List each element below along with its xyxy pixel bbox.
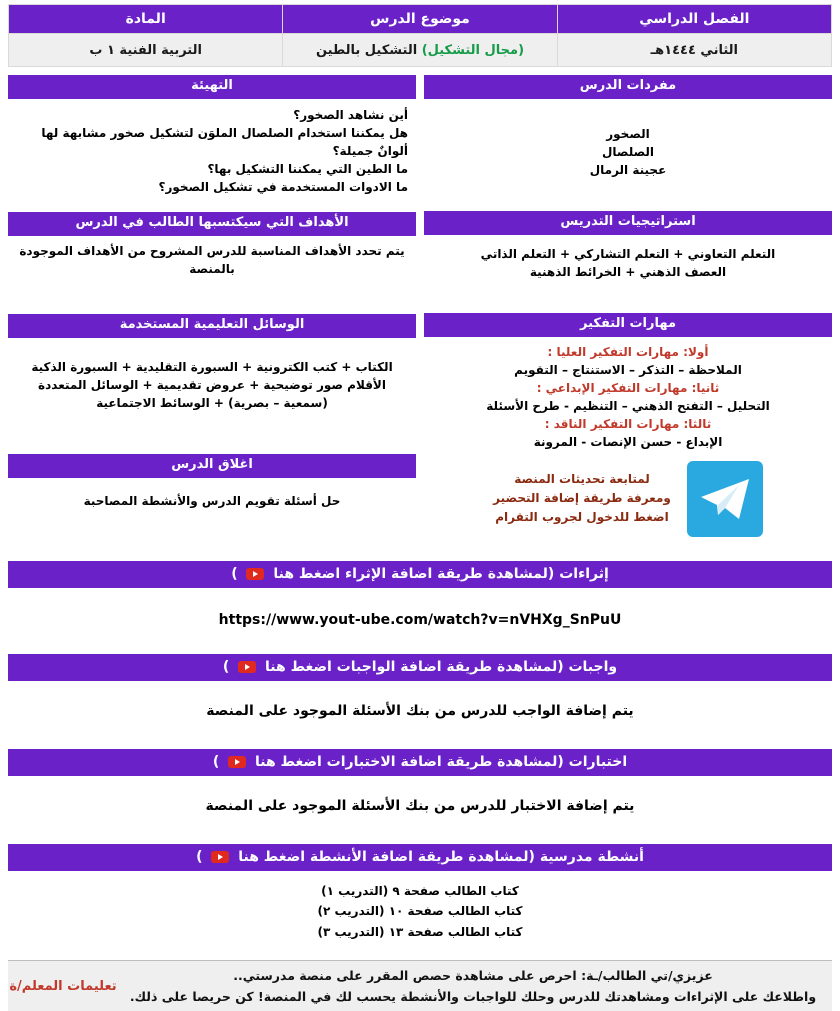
youtube-icon[interactable] [228,756,246,768]
section-anshita-paren: ) [196,848,203,865]
section-ikhtibarat [8,749,832,836]
section-wajibat-title: واجبات [568,658,618,675]
cell-term: الثاني ١٤٤٤هـ [557,34,831,67]
section-ithraat [8,561,832,646]
panel-ighlaq [8,454,416,536]
activity-line-2: كتاب الطالب صفحة ١٠ (التدريب ٢) [317,904,523,919]
maharat-group-1-body: الملاحظة – التذكر – الاستنتاج – التقويم [514,362,742,377]
footer-text [118,961,832,1011]
maharat-group-2-body: التحليل – التفتح الذهني – التنظيم - طرح الأسئلة [486,398,770,413]
mufradat-line-1: الصخور [606,126,650,141]
section-ikhtibarat-paren: ) [212,753,220,770]
section-ithraat-subtitle: (لمشاهدة طريقة اضافة الإثراء اضغط هنا [273,565,555,582]
panel-wasail-body [8,338,416,446]
section-ithraat-body[interactable]: https://www.yout-ube.com/watch?v=nVHXg_SnPuU [8,588,832,646]
section-ikhtibarat-title: اختبارات [568,753,628,770]
maharat-group-1-head: أولا: مهارات التفكير العليا : [547,344,709,359]
footer-line-1: عزيزي/تي الطالب/ـة: احرص على مشاهدة حصص المقرر على منصة مدرستي.. [233,967,713,983]
maharat-group-2-head: ثانيا: مهارات التفكير الإبداعي : [536,380,720,395]
section-wajibat-paren: ) [222,658,230,675]
cell-topic [283,34,557,67]
table-value-row [9,34,832,67]
cell-subject: التربية الفنية ١ ب [9,34,283,67]
panel-mufradat-body [424,99,832,203]
panel-ahdaf-body [8,236,416,306]
mufradat-line-3: عجينة الرمال [589,162,667,177]
activity-line-1: كتاب الطالب صفحة ٩ (التدريب ١) [321,883,519,898]
istratijiat-line-1: التعلم التعاوني + التعلم التشاركي + التعلم الذاتي [480,246,776,261]
section-wajibat-body: يتم إضافة الواجب للدرس من بنك الأسئلة الموجود على المنصة [8,681,832,741]
panel-tahia-title: التهيئة [8,75,416,99]
section-anshita-header[interactable] [8,844,832,871]
section-ikhtibarat-subtitle: (لمشاهدة طريقة اضافة الاختبارات اضغط هنا [255,753,564,770]
topic-tag: (مجال التشكيل) [421,42,525,58]
tahia-line-2: هل يمكننا استخدام الصلصال الملوَن لتشكيل صخور مشابهة لها ألوانٌ جميلة؟ [41,125,408,158]
panels-grid [8,75,832,553]
promo-text [493,470,671,528]
section-anshita [8,844,832,950]
promo-line-2: ومعرفة طريقة إضافة التحضير [493,491,671,506]
lesson-plan-page [0,4,840,1004]
lesson-header-table [8,4,832,67]
right-column [8,75,416,553]
panel-wasail-title: الوسائل التعليمية المستخدمة [8,314,416,338]
tahia-line-4: ما الادوات المستخدمة في تشكيل الصخور؟ [158,179,408,194]
panel-maharat [424,313,832,449]
section-wajibat-header[interactable] [8,654,832,681]
maharat-group-3-head: ثالثا: مهارات التفكير الناقد : [544,416,712,431]
wasail-line-2: الأقلام صور توضيحية + عروض تقديمية + الوسائل المتعددة [38,377,386,392]
wasail-line-3: (سمعية – بصرية) + الوسائط الاجتماعية [96,395,328,410]
wasail-line-1: الكتاب + كتب الكترونية + السبورة التقليدية + السبورة الذكية [31,359,393,374]
telegram-promo[interactable] [424,453,832,545]
table-header-row [9,5,832,34]
panel-maharat-title: مهارات التفكير [424,313,832,337]
promo-line-3: اضغط للدخول لجروب التقرام [495,510,669,525]
ighlaq-line-1: حل أسئلة تقويم الدرس والأنشطة المصاحبة [83,493,341,508]
topic-text: التشكيل بالطين [315,42,418,58]
panel-mufradat [424,75,832,203]
panel-tahia [8,75,416,204]
column-header-topic: موضوع الدرس [283,5,557,34]
panel-ighlaq-title: اغلاق الدرس [8,454,416,478]
column-header-subject: المادة [9,5,283,34]
youtube-icon[interactable] [211,851,229,863]
istratijiat-line-2: العصف الذهني + الخرائط الذهنية [529,264,727,279]
panel-wasail [8,314,416,446]
maharat-group-3-body: الإبداع - حسن الإنصات - المرونة [533,434,723,449]
tahia-line-3: ما الطين التي يمكننا التشكيل بها؟ [207,161,408,176]
section-wajibat-subtitle: (لمشاهدة طريقة اضافة الواجبات اضغط هنا [265,658,564,675]
panel-ahdaf [8,212,416,306]
footer-label: تعليمات المعلم/ة [9,978,117,994]
panel-ighlaq-body [8,478,416,536]
panel-istratijiat-body [424,235,832,305]
tahia-line-1: أين نشاهد الصخور؟ [293,107,408,122]
section-wajibat [8,654,832,741]
mufradat-line-2: الصلصال [601,144,655,159]
panel-ahdaf-title: الأهداف التي سيكتسبها الطالب في الدرس [8,212,416,236]
panel-maharat-body [424,337,832,449]
section-anshita-title: أنشطة مدرسية [539,848,644,865]
panel-istratijiat-title: استراتيجيات التدريس [424,211,832,235]
section-ithraat-header[interactable] [8,561,832,588]
telegram-icon[interactable] [687,461,763,537]
teacher-instructions-footer [8,960,832,1011]
youtube-icon[interactable] [246,568,264,580]
activity-line-3: كتاب الطالب صفحة ١٣ (التدريب ٣) [317,924,523,939]
panel-tahia-body [8,99,416,204]
youtube-icon[interactable] [238,661,256,673]
promo-line-1: لمتابعة تحديثات المنصة [514,472,650,487]
footer-line-2: واطلاعك على الإثراءات ومشاهدتك للدرس وحلك للواجبات والأنشطة يحسب لك في المنصة! كن حريصا على ذلك. [129,989,817,1005]
section-ikhtibarat-header[interactable] [8,749,832,776]
section-ikhtibarat-body: يتم إضافة الاختبار للدرس من بنك الأسئلة الموجود على المنصة [8,776,832,836]
panel-mufradat-title: مفردات الدرس [424,75,832,99]
column-header-term: الفصل الدراسي [557,5,831,34]
section-ithraat-paren: ) [231,565,238,582]
section-ithraat-title: إثراءات [559,565,609,582]
panel-istratijiat [424,211,832,305]
ahdaf-line-1: يتم تحدد الأهداف المناسبة للدرس المشروح من الأهداف الموجودة بالمنصة [19,243,405,276]
section-anshita-body [8,871,832,950]
section-anshita-subtitle: (لمشاهدة طريقة اضافة الأنشطة اضغط هنا [238,848,535,865]
left-column [424,75,832,553]
